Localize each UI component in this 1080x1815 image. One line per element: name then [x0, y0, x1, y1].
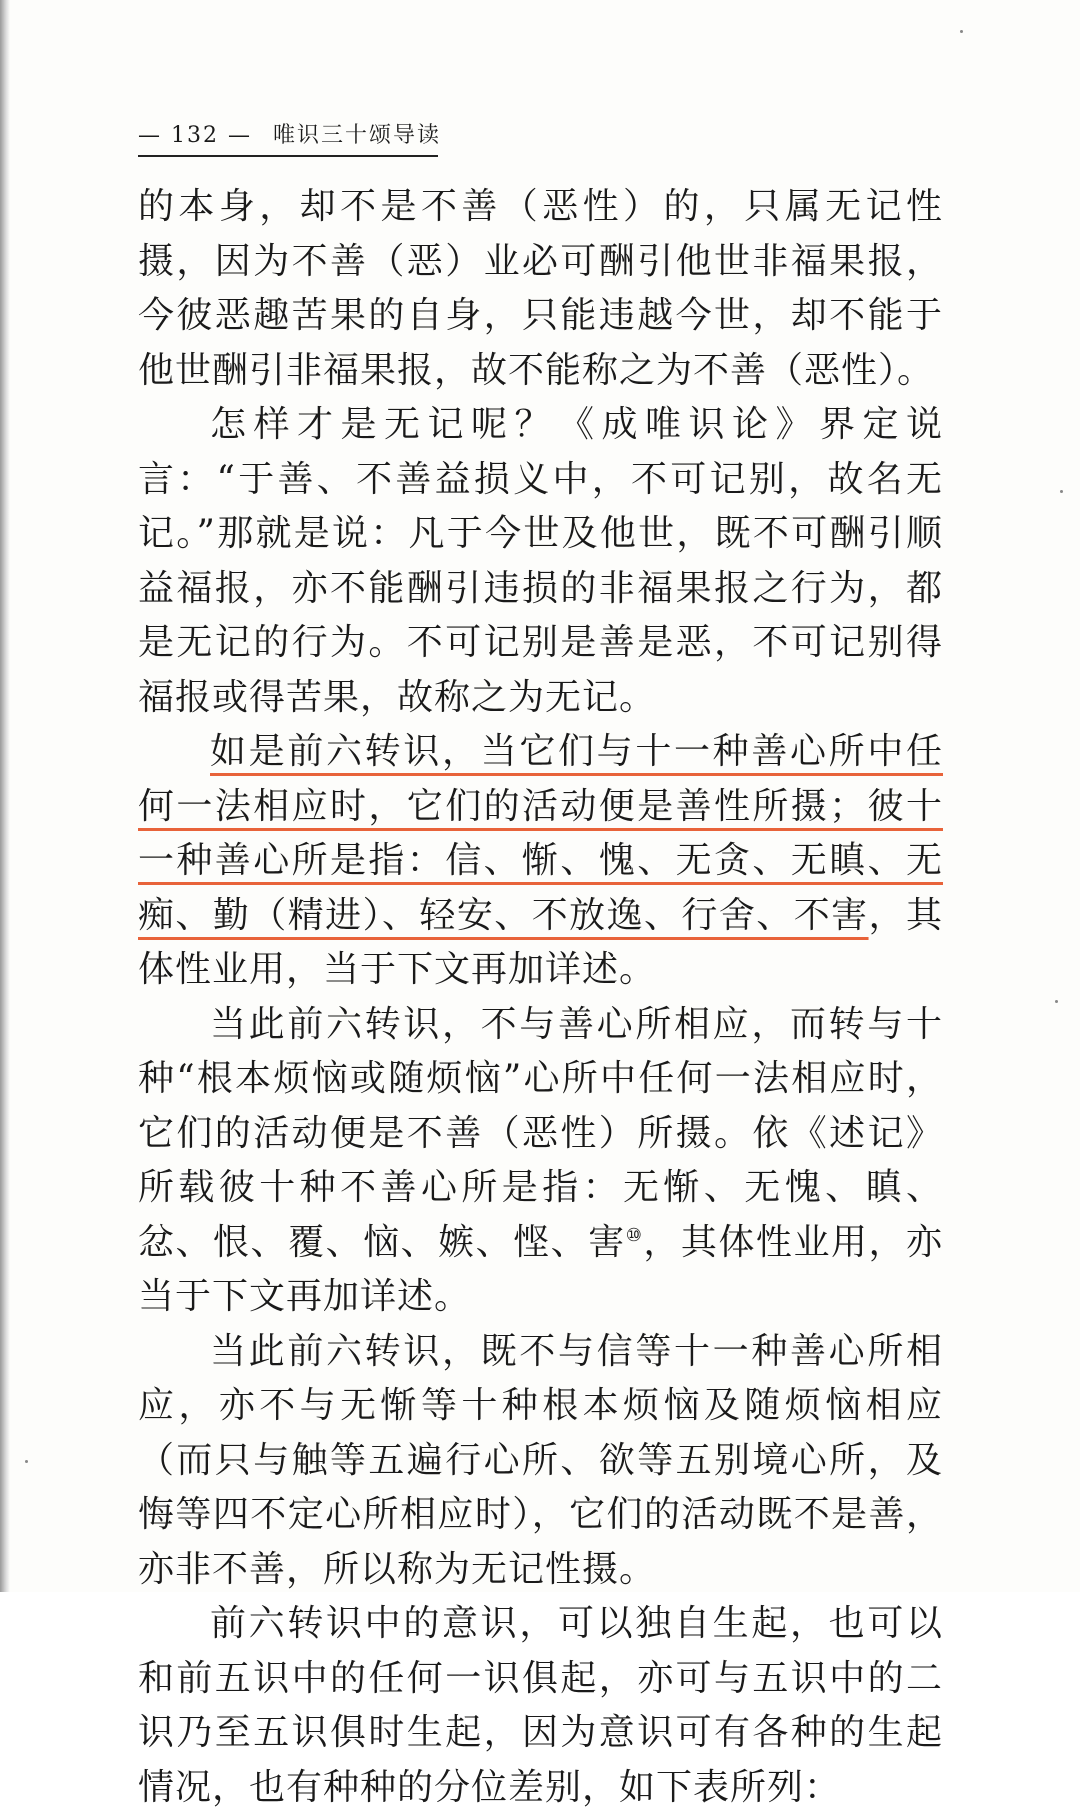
- footnote-marker: ⑩: [625, 1224, 644, 1246]
- paragraph-4-rest: ，其体性业用，亦当于下文再加详述。: [138, 1221, 943, 1317]
- paragraph-6: 前六转识中的意识，可以独自生起，也可以和前五识中的任何一识俱起，亦可与五识中的二识乃至五识俱时生起，因为意识可有各种的生起情况，也有种种的分位差别，如下表所列：: [138, 1603, 943, 1808]
- paragraph-4: [138, 998, 943, 1325]
- page-edge-shadow: [0, 0, 10, 1592]
- book-title: 唯识三十颂导读: [272, 123, 441, 148]
- paper-speck: [1060, 490, 1063, 493]
- paragraph-3-rest: ，其体性业用，当于下文再加详述。: [138, 894, 943, 990]
- page-body: [138, 180, 943, 1815]
- highlighted-passage: 如是前六转识，当它们与十一种善心所中任何一法相应时，它们的活动便是善性所摄；彼十一种善心所是指：信、惭、愧、无贪、无瞋、无痴、勤（精进）、轻安、不放逸、行舍、不害: [138, 731, 943, 936]
- running-header: [138, 118, 441, 157]
- paper-speck: [960, 30, 963, 33]
- paragraph-1: 的本身，却不是不善（恶性）的，只属无记性摄，因为不善（恶）业必可酬引他世非福果报，今彼恶趣苦果的自身，只能违越今世，却不能于他世酬引非福果报，故不能称之为不善（恶性）。: [138, 186, 943, 391]
- paragraph-5: 当此前六转识，既不与信等十一种善心所相应，亦不与无惭等十种根本烦恼及随烦恼相应（而只与触等五遍行心所、欲等五别境心所，及悔等四不定心所相应时），它们的活动既不是善，亦非不善，所以称为无记性摄。: [138, 1330, 943, 1590]
- paper-speck: [1055, 1000, 1058, 1003]
- paragraph-4-text: 当此前六转识，不与善心所相应，而转与十种“根本烦恼或随烦恼”心所中任何一法相应时，它们的活动便是不善（恶性）所摄。依《述记》所载彼十种不善心所是指：无惭、无愧、瞋、忿、恨、覆、恼、嫉、悭、害: [138, 1003, 943, 1263]
- page-number: — 132 —: [138, 123, 252, 148]
- paragraph-3: [138, 725, 943, 998]
- paper-speck: [25, 1460, 28, 1463]
- paragraph-2: 怎样才是无记呢？《成唯识论》界定说言：“于善、不善益损义中，不可记别，故名无记。”那就是说：凡于今世及他世，既不可酬引顺益福报，亦不能酬引违损的非福果报之行为，都是无记的行为。不可记别是善是恶，不可记别得福报或得苦果，故称之为无记。: [138, 404, 943, 718]
